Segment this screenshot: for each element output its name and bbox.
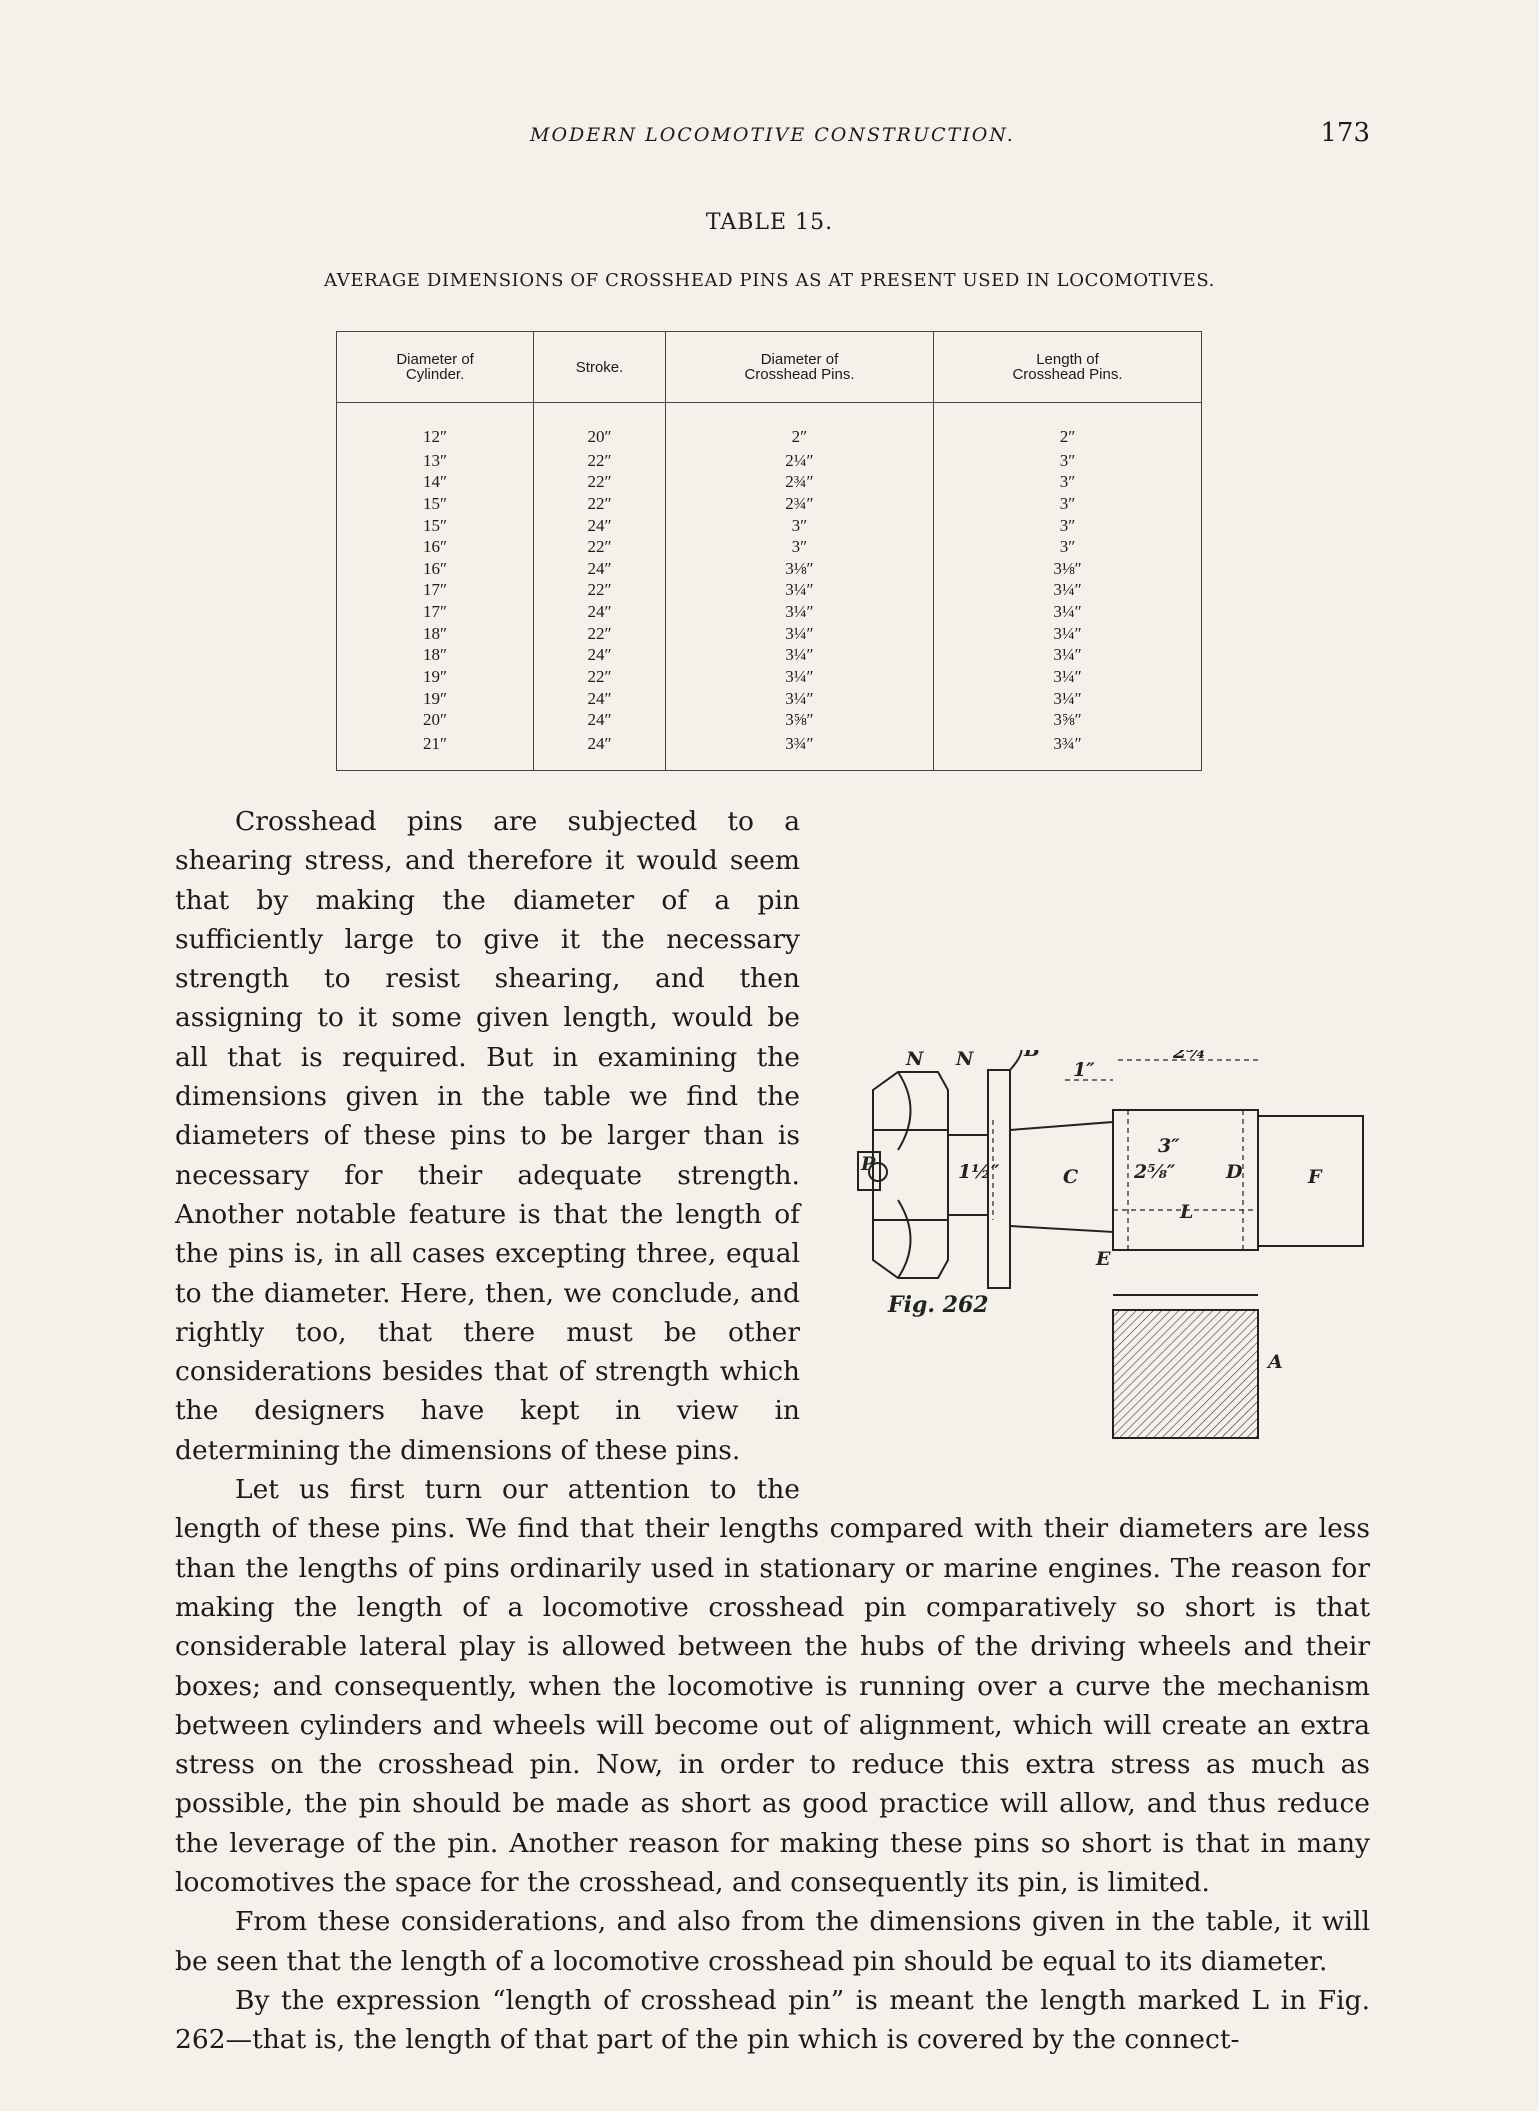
col-header-stroke: Stroke.	[534, 332, 666, 403]
table-cell: 3¼″	[933, 579, 1201, 601]
table-cell: 22″	[534, 471, 666, 493]
table-header-row	[337, 332, 1202, 403]
table-cell: 3¼″	[665, 601, 933, 623]
table-cell: 3⅛″	[665, 558, 933, 580]
table-cell: 24″	[534, 731, 666, 771]
table-cell: 18″	[337, 644, 534, 666]
table-row	[337, 558, 1202, 580]
table-cell: 16″	[337, 558, 534, 580]
table-cell: 3⅝″	[933, 709, 1201, 731]
label-n1: N	[906, 1050, 924, 1070]
dimensions-table	[336, 331, 1202, 771]
table-row	[337, 579, 1202, 601]
dim-vert3: 3″	[1158, 1135, 1180, 1157]
label-f: F	[1308, 1166, 1322, 1188]
table-cell: 3¼″	[665, 579, 933, 601]
table-cell: 3¾″	[933, 731, 1201, 771]
table-cell: 3¾″	[665, 731, 933, 771]
table-cell: 24″	[534, 558, 666, 580]
table-title: TABLE 15.	[705, 210, 834, 235]
table-cell: 22″	[534, 536, 666, 558]
table-row	[337, 731, 1202, 771]
paragraph-1: Crosshead pins are subjected to a shearing stress, and therefore it would seem that by making the diameter of a pin sufficiently large to give it the necessary strength to resist shearing, and then assigning to it some given length, would be all that is required. But in examining the dimensions given in the table we find the diameters of these pins to be larger than is necessary for their adequate strength. Another notable feature is that the length of the pins is, in all cases excepting three, equal to the diameter. Here, then, we conclude, and rightly too, that there must be other considerations besides that of strength which the designers have kept in view in determining the dimensions of these pins.	[175, 806, 800, 1466]
table-cell: 3¼″	[933, 666, 1201, 688]
table-row	[337, 493, 1202, 515]
table-cell: 24″	[534, 601, 666, 623]
table-cell: 3¼″	[665, 687, 933, 709]
label-l: L	[1180, 1201, 1194, 1223]
table-cell: 3″	[933, 536, 1201, 558]
dim-one: 1″	[1073, 1059, 1095, 1081]
table-cell: 2¾″	[665, 493, 933, 515]
table-cell: 3⅛″	[933, 558, 1201, 580]
page-header	[175, 120, 1370, 160]
label-b: B	[1024, 1050, 1041, 1061]
table-cell: 2″	[665, 403, 933, 450]
table-cell: 3⅝″	[665, 709, 933, 731]
table-cell: 3¼″	[665, 623, 933, 645]
table-cell: 2¼″	[665, 450, 933, 472]
table-cell: 2¾″	[665, 471, 933, 493]
table-cell: 3¼″	[933, 601, 1201, 623]
table-cell: 14″	[337, 471, 534, 493]
table-cell: 3″	[933, 471, 1201, 493]
table-row	[337, 644, 1202, 666]
col-header-pin-diameter: Diameter of Crosshead Pins.	[665, 332, 933, 403]
table-cell: 17″	[337, 601, 534, 623]
table-cell: 3¼″	[665, 644, 933, 666]
table-cell: 19″	[337, 687, 534, 709]
table-cell: 16″	[337, 536, 534, 558]
figure-caption: Fig. 262	[888, 1292, 989, 1318]
table-cell: 24″	[534, 514, 666, 536]
table-row	[337, 403, 1202, 450]
table-row	[337, 687, 1202, 709]
label-d: D	[1226, 1161, 1243, 1183]
table-cell: 21″	[337, 731, 534, 771]
table-cell: 3¼″	[933, 644, 1201, 666]
label-p: P	[861, 1153, 876, 1175]
table-cell: 15″	[337, 514, 534, 536]
label-n2: N	[956, 1050, 974, 1070]
dim-vert1: 1½″	[958, 1161, 1000, 1183]
table-cell: 22″	[534, 623, 666, 645]
label-c: C	[1063, 1166, 1079, 1188]
table-cell: 22″	[534, 493, 666, 515]
table-row	[337, 709, 1202, 731]
table-cell: 24″	[534, 644, 666, 666]
paragraph-3: From these considerations, and also from the dimensions given in the table, it will be seen that the length of a locomotive crosshead pin should be equal to its diameter.	[175, 1906, 1370, 1977]
page-number: 173	[1320, 118, 1370, 148]
paragraph-4: By the expression “length of crosshead pin” is meant the length marked L in Fig. 262—that is, the length of that part of the pin which is covered by the connect-	[175, 1984, 1370, 2056]
table-row	[337, 536, 1202, 558]
table-cell: 24″	[534, 687, 666, 709]
table-cell: 3¼″	[933, 623, 1201, 645]
table-cell: 3″	[665, 514, 933, 536]
table-row	[337, 666, 1202, 688]
table-caption: AVERAGE DIMENSIONS OF CROSSHEAD PINS AS AT PRESENT USED IN LOCOMOTIVES.	[324, 270, 1215, 291]
label-e: E	[1096, 1248, 1111, 1270]
col-header-pin-length: Length of Crosshead Pins.	[933, 332, 1201, 403]
table-row	[337, 514, 1202, 536]
table-cell: 3″	[933, 450, 1201, 472]
table-cell: 13″	[337, 450, 534, 472]
crosshead-pin-drawing	[828, 1050, 1388, 1450]
col-header-cylinder: Diameter of Cylinder.	[337, 332, 534, 403]
table-row	[337, 450, 1202, 472]
table-cell: 19″	[337, 666, 534, 688]
table-cell: 3″	[933, 514, 1201, 536]
table-body	[337, 403, 1202, 771]
table-row	[337, 601, 1202, 623]
table-cell: 3″	[665, 536, 933, 558]
table-cell: 22″	[534, 450, 666, 472]
dim-top: 2¾″	[1173, 1050, 1215, 1063]
table-cell: 15″	[337, 493, 534, 515]
table-cell: 3¼″	[933, 687, 1201, 709]
table-cell: 22″	[534, 579, 666, 601]
label-a: A	[1268, 1351, 1283, 1373]
table-cell: 18″	[337, 623, 534, 645]
figure-262	[828, 1050, 1388, 1450]
running-title: MODERN LOCOMOTIVE CONSTRUCTION.	[530, 124, 1015, 146]
table-cell: 2″	[933, 403, 1201, 450]
table-cell: 24″	[534, 709, 666, 731]
table-cell: 22″	[534, 666, 666, 688]
table-cell: 3¼″	[665, 666, 933, 688]
dim-vert2: 2⅝″	[1134, 1161, 1176, 1183]
table-cell: 20″	[534, 403, 666, 450]
table-cell: 3″	[933, 493, 1201, 515]
table-cell: 12″	[337, 403, 534, 450]
table-row	[337, 623, 1202, 645]
table-row	[337, 471, 1202, 493]
paragraph-2: Let us first turn our attention to the length of these pins. We find that their lengths compared with their diameters are less than the lengths of pins ordinarily used in stationary or marine engines. The reason for making the length of a locomotive crosshead pin comparatively so short is that considerable lateral play is allowed between the hubs of the driving wheels and their boxes; and consequently, when the locomotive is running over a curve the mechanism between cylinders and wheels will become out of alignment, which will create an extra stress on the crosshead pin. Now, in order to reduce this extra stress as much as possible, the pin should be made as short as good practice will allow, and thus reduce the leverage of the pin. Another reason for making these pins so short is that in many locomotives the space for the crosshead, and consequently its pin, is limited.	[175, 1474, 1370, 1899]
table-cell: 17″	[337, 579, 534, 601]
table-cell: 20″	[337, 709, 534, 731]
